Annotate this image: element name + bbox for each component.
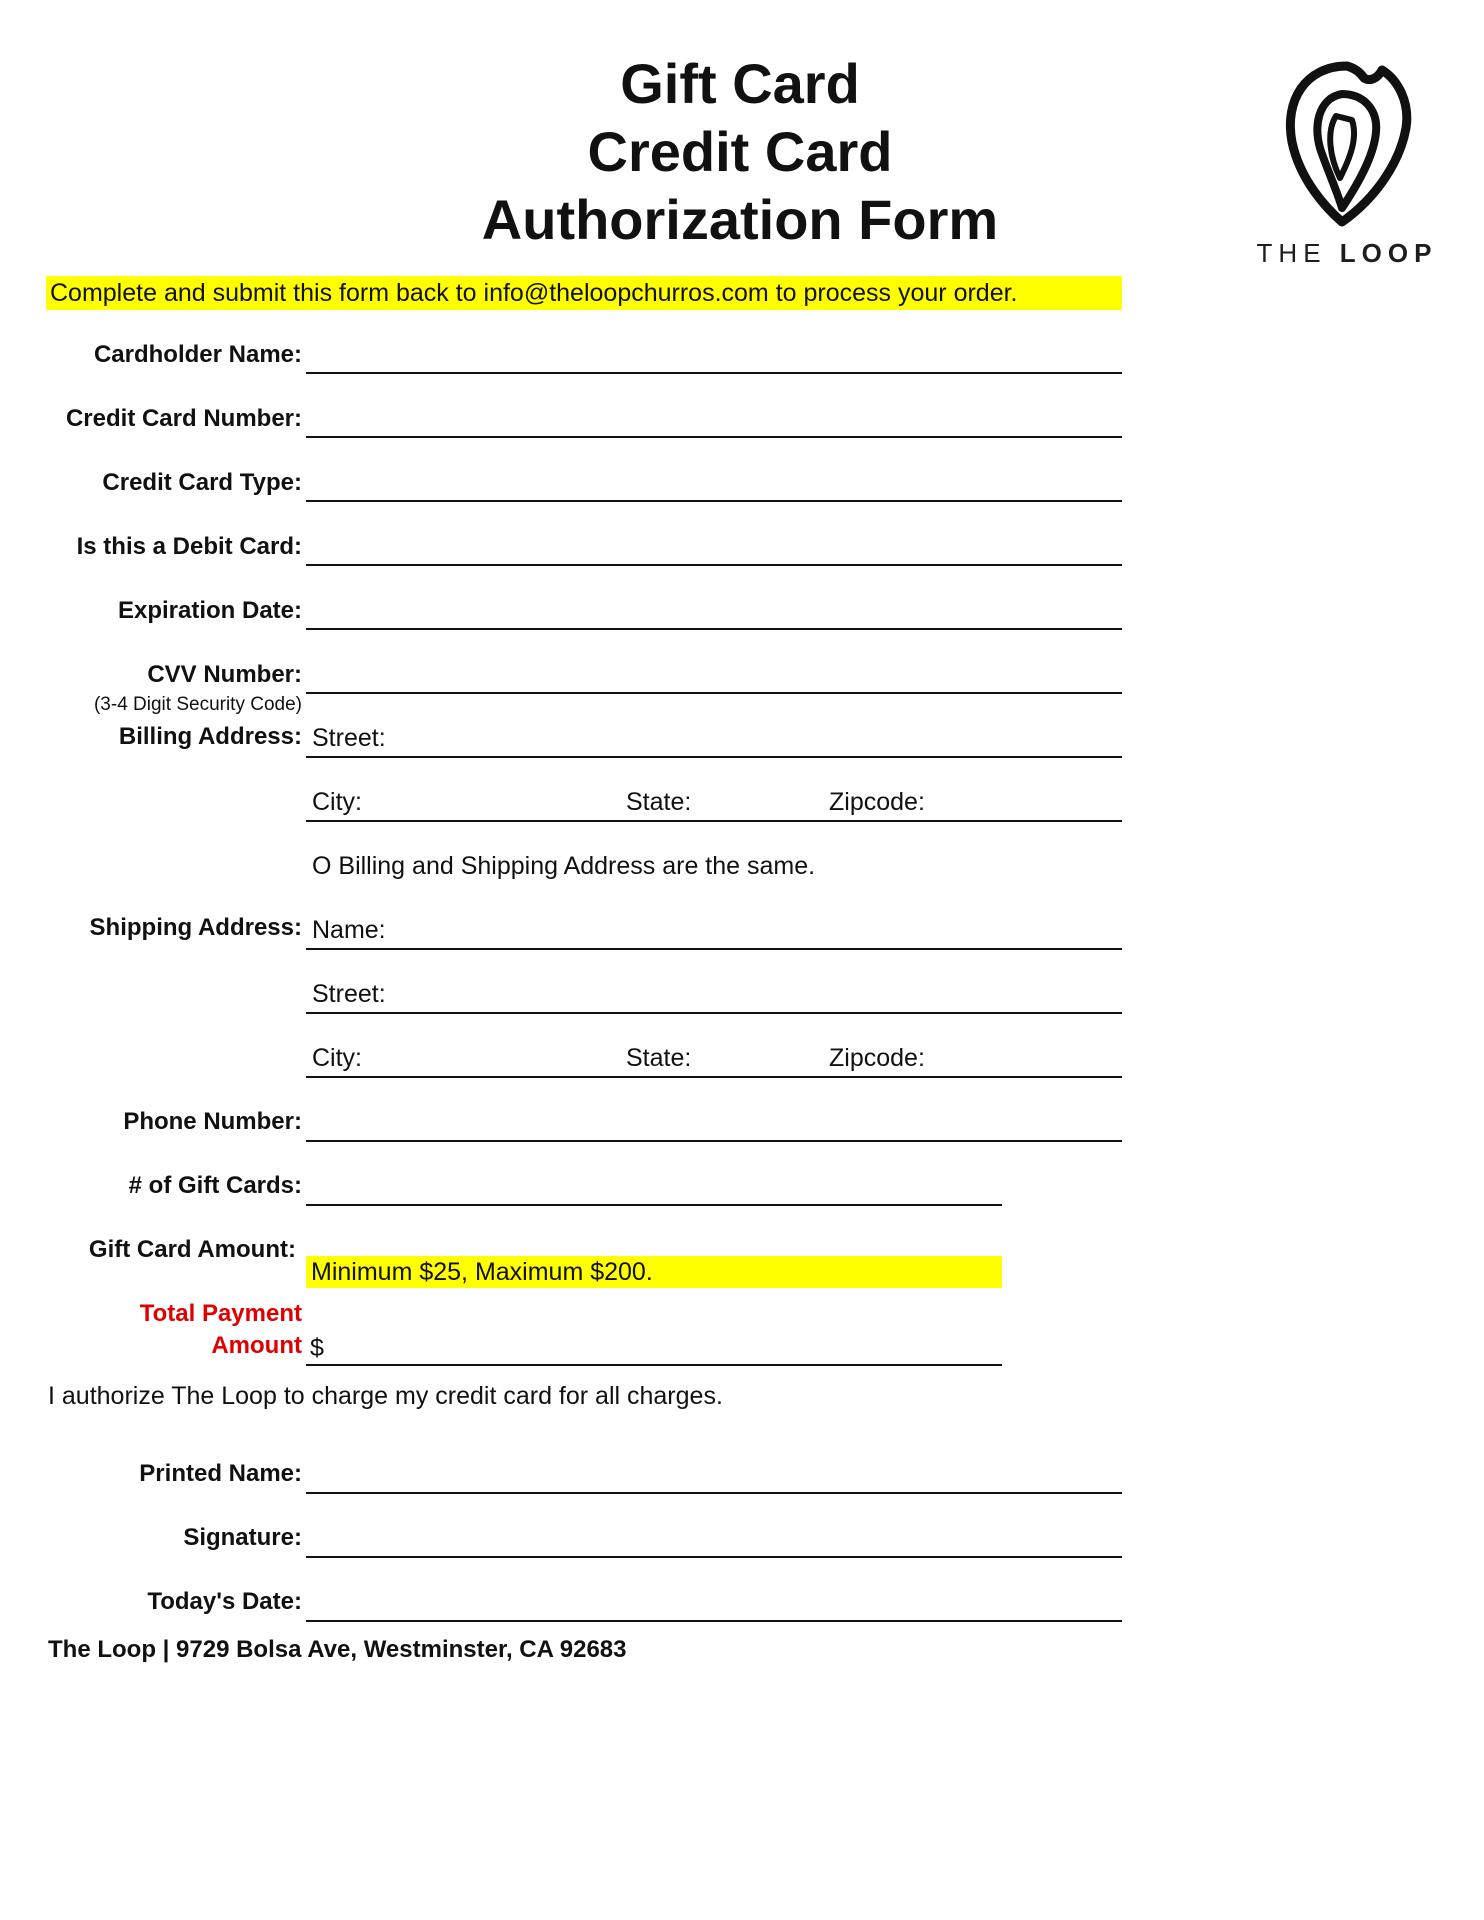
title-line-gift-card: Gift Card bbox=[620, 52, 860, 115]
title-line-authorization-form: Authorization Form bbox=[481, 188, 999, 251]
card-number-label: Credit Card Number: bbox=[65, 405, 302, 432]
gift-card-count-field[interactable] bbox=[306, 1176, 1002, 1206]
gift-amount-limit-note: Minimum $25, Maximum $200. bbox=[306, 1256, 1002, 1288]
the-loop-logo bbox=[1252, 58, 1442, 278]
billing-zipcode-label: Zipcode: bbox=[829, 788, 925, 816]
billing-street-label: Street: bbox=[312, 724, 386, 752]
title-line-credit-card: Credit Card bbox=[587, 120, 893, 183]
shipping-street-label: Street: bbox=[312, 980, 386, 1008]
cardholder-name-label: Cardholder Name: bbox=[93, 341, 302, 368]
todays-date-field[interactable] bbox=[306, 1592, 1122, 1622]
cvv-field[interactable] bbox=[306, 664, 1122, 694]
footer-address: The Loop | 9729 Bolsa Ave, Westminster, CA 92683 bbox=[48, 1636, 627, 1663]
billing-state-label: State: bbox=[626, 788, 692, 816]
shipping-zipcode-label: Zipcode: bbox=[829, 1044, 925, 1072]
cvv-label: CVV Number: bbox=[147, 661, 302, 688]
shipping-address-label: Shipping Address: bbox=[89, 914, 302, 941]
printed-name-field[interactable] bbox=[306, 1464, 1122, 1494]
phone-number-label: Phone Number: bbox=[123, 1108, 302, 1135]
shipping-city-label: City: bbox=[312, 1044, 362, 1072]
total-payment-label-line1: Total Payment bbox=[139, 1300, 302, 1327]
instruction-banner: Complete and submit this form back to info@theloopchurros.com to process your order. bbox=[46, 276, 1122, 310]
debit-card-label: Is this a Debit Card: bbox=[76, 533, 302, 560]
currency-symbol: $ bbox=[310, 1334, 324, 1362]
expiration-date-field[interactable] bbox=[306, 600, 1122, 630]
shipping-city-state-zip-field[interactable] bbox=[306, 1048, 1122, 1078]
debit-card-field[interactable] bbox=[306, 536, 1122, 566]
cvv-hint: (3-4 Digit Security Code) bbox=[93, 694, 302, 715]
printed-name-label: Printed Name: bbox=[139, 1460, 302, 1487]
form-title bbox=[440, 50, 1040, 254]
total-payment-field[interactable] bbox=[306, 1336, 1002, 1366]
authorization-statement: I authorize The Loop to charge my credit card for all charges. bbox=[48, 1382, 723, 1410]
logo-wordmark: THE LOOP bbox=[1256, 238, 1438, 268]
signature-field[interactable] bbox=[306, 1528, 1122, 1558]
signature-label: Signature: bbox=[183, 1524, 302, 1551]
card-number-field[interactable] bbox=[306, 408, 1122, 438]
cardholder-name-field[interactable] bbox=[306, 344, 1122, 374]
same-address-option[interactable]: O Billing and Shipping Address are the same. bbox=[312, 852, 816, 880]
billing-street-field[interactable] bbox=[306, 728, 1122, 758]
shipping-street-field[interactable] bbox=[306, 984, 1122, 1014]
shipping-name-label: Name: bbox=[312, 916, 386, 944]
total-payment-label-line2: Amount bbox=[211, 1332, 302, 1359]
billing-city-state-zip-field[interactable] bbox=[306, 792, 1122, 822]
gift-card-count-label: # of Gift Cards: bbox=[128, 1172, 302, 1199]
loop-logo-icon bbox=[1278, 58, 1416, 230]
card-type-label: Credit Card Type: bbox=[102, 469, 302, 496]
billing-city-label: City: bbox=[312, 788, 362, 816]
shipping-name-field[interactable] bbox=[306, 920, 1122, 950]
expiration-date-label: Expiration Date: bbox=[117, 597, 302, 624]
shipping-state-label: State: bbox=[626, 1044, 692, 1072]
todays-date-label: Today's Date: bbox=[147, 1588, 302, 1615]
billing-address-label: Billing Address: bbox=[118, 723, 302, 750]
phone-number-field[interactable] bbox=[306, 1112, 1122, 1142]
gift-card-amount-label: Gift Card Amount: bbox=[88, 1236, 296, 1263]
card-type-field[interactable] bbox=[306, 472, 1122, 502]
